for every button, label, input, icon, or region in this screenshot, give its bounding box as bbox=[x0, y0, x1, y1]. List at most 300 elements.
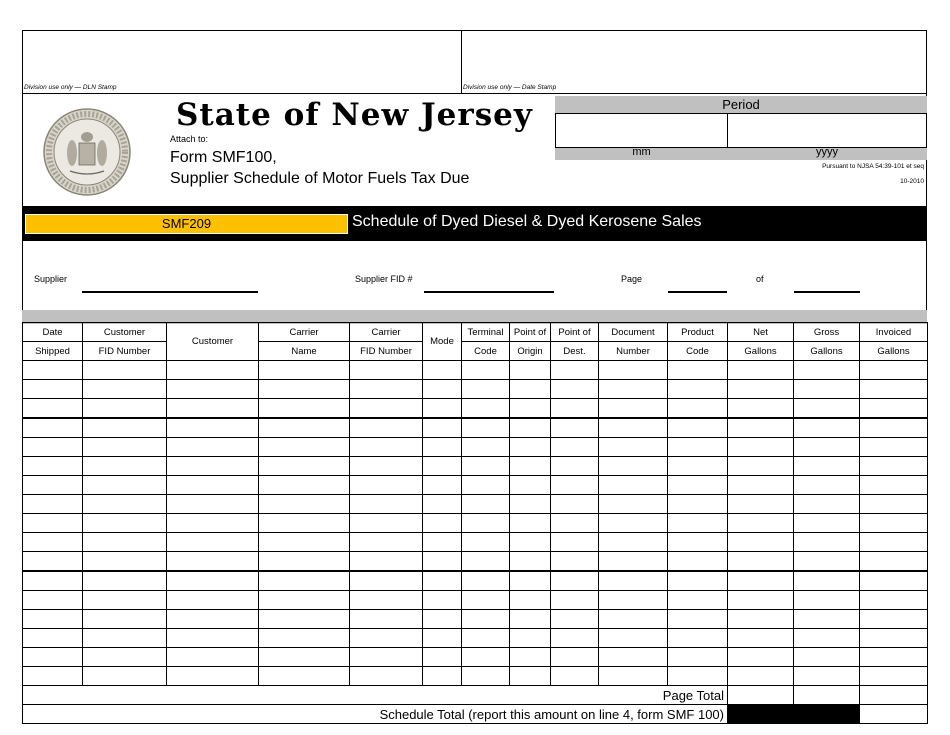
table-cell[interactable] bbox=[83, 552, 167, 572]
period-month-field[interactable] bbox=[555, 113, 728, 148]
table-cell[interactable] bbox=[167, 552, 259, 572]
table-cell[interactable] bbox=[83, 610, 167, 629]
table-cell[interactable] bbox=[551, 361, 599, 380]
table-cell[interactable] bbox=[668, 648, 728, 667]
table-cell[interactable] bbox=[668, 438, 728, 457]
col-header-carrier-name-2: Name bbox=[259, 342, 350, 361]
table-cell[interactable] bbox=[350, 476, 423, 495]
table-cell[interactable] bbox=[462, 457, 510, 476]
table-cell[interactable] bbox=[794, 552, 860, 572]
table-cell[interactable] bbox=[423, 457, 462, 476]
table-cell[interactable] bbox=[83, 418, 167, 438]
table-cell[interactable] bbox=[794, 533, 860, 552]
table-cell[interactable] bbox=[423, 438, 462, 457]
table-cell[interactable] bbox=[860, 380, 928, 399]
table-cell[interactable] bbox=[510, 533, 551, 552]
table-row bbox=[23, 418, 928, 438]
table-cell[interactable] bbox=[860, 476, 928, 495]
table-cell[interactable] bbox=[668, 476, 728, 495]
table-cell[interactable] bbox=[551, 591, 599, 610]
supplier-info-box bbox=[22, 241, 927, 310]
table-cell[interactable] bbox=[551, 667, 599, 686]
table-cell[interactable] bbox=[510, 418, 551, 438]
table-cell[interactable] bbox=[794, 399, 860, 419]
table-row bbox=[23, 571, 928, 591]
table-cell[interactable] bbox=[728, 610, 794, 629]
table-cell[interactable] bbox=[350, 380, 423, 399]
table-cell[interactable] bbox=[462, 571, 510, 591]
table-cell[interactable] bbox=[83, 380, 167, 399]
statute-text: Pursuant to NJSA 54:39-101 et seq bbox=[822, 163, 924, 170]
table-cell[interactable] bbox=[510, 399, 551, 419]
table-cell[interactable] bbox=[668, 380, 728, 399]
table-cell[interactable] bbox=[551, 495, 599, 514]
table-cell[interactable] bbox=[259, 495, 350, 514]
table-cell[interactable] bbox=[167, 648, 259, 667]
table-cell[interactable] bbox=[23, 552, 83, 572]
schedule-title: Schedule of Dyed Diesel & Dyed Kerosene Sales bbox=[352, 213, 702, 230]
table-row bbox=[23, 361, 928, 380]
table-cell[interactable] bbox=[23, 418, 83, 438]
col-header-customer-fid-2: FID Number bbox=[83, 342, 167, 361]
table-cell[interactable] bbox=[167, 514, 259, 533]
table-cell[interactable] bbox=[167, 457, 259, 476]
state-seal-icon bbox=[42, 107, 132, 197]
table-cell[interactable] bbox=[167, 571, 259, 591]
table-cell[interactable] bbox=[510, 361, 551, 380]
table-cell[interactable] bbox=[860, 399, 928, 419]
table-cell[interactable] bbox=[350, 361, 423, 380]
table-cell[interactable] bbox=[510, 476, 551, 495]
table-cell[interactable] bbox=[259, 457, 350, 476]
table-cell[interactable] bbox=[462, 667, 510, 686]
table-cell[interactable] bbox=[728, 629, 794, 648]
table-cell[interactable] bbox=[462, 514, 510, 533]
table-cell[interactable] bbox=[668, 533, 728, 552]
table-row bbox=[23, 648, 928, 667]
table-row bbox=[23, 457, 928, 476]
table-cell[interactable] bbox=[860, 552, 928, 572]
table-cell[interactable] bbox=[167, 476, 259, 495]
of-label: of bbox=[756, 274, 764, 284]
table-cell[interactable] bbox=[860, 648, 928, 667]
table-cell[interactable] bbox=[668, 361, 728, 380]
table-cell[interactable] bbox=[794, 514, 860, 533]
col-header-carrier-fid: Carrier bbox=[350, 323, 423, 342]
table-cell[interactable] bbox=[794, 457, 860, 476]
supplier-field[interactable] bbox=[82, 278, 258, 293]
table-cell[interactable] bbox=[599, 610, 668, 629]
table-row bbox=[23, 552, 928, 572]
table-cell[interactable] bbox=[167, 380, 259, 399]
table-cell[interactable] bbox=[23, 629, 83, 648]
table-cell[interactable] bbox=[599, 380, 668, 399]
table-cell[interactable] bbox=[259, 552, 350, 572]
page-total-gross[interactable] bbox=[794, 686, 860, 705]
table-cell[interactable] bbox=[462, 629, 510, 648]
period-yyyy-label: yyyy bbox=[816, 146, 838, 158]
table-cell[interactable] bbox=[860, 438, 928, 457]
table-cell[interactable] bbox=[83, 399, 167, 419]
table-cell[interactable] bbox=[259, 514, 350, 533]
table-cell[interactable] bbox=[83, 648, 167, 667]
col-header-product: Product bbox=[668, 323, 728, 342]
table-cell[interactable] bbox=[860, 667, 928, 686]
table-cell[interactable] bbox=[462, 591, 510, 610]
table-cell[interactable] bbox=[423, 380, 462, 399]
table-cell[interactable] bbox=[599, 495, 668, 514]
table-cell[interactable] bbox=[23, 476, 83, 495]
table-cell[interactable] bbox=[668, 667, 728, 686]
table-cell[interactable] bbox=[668, 591, 728, 610]
table-row bbox=[23, 495, 928, 514]
table-cell[interactable] bbox=[350, 610, 423, 629]
col-header-dest-2: Dest. bbox=[551, 342, 599, 361]
table-cell[interactable] bbox=[668, 610, 728, 629]
table-cell[interactable] bbox=[167, 495, 259, 514]
table-cell[interactable] bbox=[462, 476, 510, 495]
period-year-field[interactable] bbox=[727, 113, 927, 148]
table-cell[interactable] bbox=[423, 571, 462, 591]
table-cell[interactable] bbox=[462, 533, 510, 552]
table-cell[interactable] bbox=[794, 438, 860, 457]
table-row bbox=[23, 591, 928, 610]
table-cell[interactable] bbox=[728, 648, 794, 667]
table-cell[interactable] bbox=[668, 514, 728, 533]
table-cell[interactable] bbox=[167, 533, 259, 552]
table-cell[interactable] bbox=[599, 399, 668, 419]
table-cell[interactable] bbox=[794, 610, 860, 629]
table-cell[interactable] bbox=[423, 399, 462, 419]
table-cell[interactable] bbox=[462, 361, 510, 380]
table-cell[interactable] bbox=[599, 533, 668, 552]
table-cell[interactable] bbox=[551, 629, 599, 648]
table-cell[interactable] bbox=[551, 648, 599, 667]
table-cell[interactable] bbox=[462, 399, 510, 419]
table-cell[interactable] bbox=[259, 591, 350, 610]
table-cell[interactable] bbox=[23, 457, 83, 476]
table-cell[interactable] bbox=[167, 438, 259, 457]
table-cell[interactable] bbox=[462, 552, 510, 572]
table-cell[interactable] bbox=[668, 399, 728, 419]
table-row bbox=[23, 476, 928, 495]
table-cell[interactable] bbox=[83, 514, 167, 533]
table-cell[interactable] bbox=[350, 667, 423, 686]
table-cell[interactable] bbox=[23, 533, 83, 552]
table-row bbox=[23, 514, 928, 533]
page-count-field[interactable] bbox=[794, 278, 860, 293]
table-cell[interactable] bbox=[728, 476, 794, 495]
table-cell[interactable] bbox=[259, 629, 350, 648]
col-header-net: Net bbox=[728, 323, 794, 342]
table-cell[interactable] bbox=[728, 380, 794, 399]
table-cell[interactable] bbox=[510, 457, 551, 476]
col-header-invoiced-2: Gallons bbox=[860, 342, 928, 361]
table-cell[interactable] bbox=[510, 591, 551, 610]
table-cell[interactable] bbox=[728, 399, 794, 419]
table-cell[interactable] bbox=[599, 629, 668, 648]
table-cell[interactable] bbox=[510, 648, 551, 667]
table-cell[interactable] bbox=[728, 418, 794, 438]
table-cell[interactable] bbox=[599, 667, 668, 686]
table-cell[interactable] bbox=[668, 571, 728, 591]
table-cell[interactable] bbox=[510, 571, 551, 591]
col-header-invoiced: Invoiced bbox=[860, 323, 928, 342]
col-header-customer: Customer bbox=[167, 323, 259, 361]
table-cell[interactable] bbox=[462, 438, 510, 457]
state-title: State of New Jersey bbox=[176, 97, 533, 133]
table-cell[interactable] bbox=[259, 438, 350, 457]
table-cell[interactable] bbox=[728, 514, 794, 533]
table-cell[interactable] bbox=[83, 571, 167, 591]
table-cell[interactable] bbox=[510, 514, 551, 533]
table-cell[interactable] bbox=[462, 495, 510, 514]
table-cell[interactable] bbox=[860, 457, 928, 476]
table-cell[interactable] bbox=[860, 533, 928, 552]
col-header-origin-2: Origin bbox=[510, 342, 551, 361]
table-cell[interactable] bbox=[599, 438, 668, 457]
table-row bbox=[23, 533, 928, 552]
table-cell[interactable] bbox=[83, 495, 167, 514]
page-total-invoiced[interactable] bbox=[860, 686, 928, 705]
table-cell[interactable] bbox=[423, 476, 462, 495]
col-header-customer-fid: Customer bbox=[83, 323, 167, 342]
schedule-total-invoiced[interactable] bbox=[860, 705, 928, 724]
table-cell[interactable] bbox=[551, 476, 599, 495]
table-cell[interactable] bbox=[794, 495, 860, 514]
table-cell[interactable] bbox=[599, 361, 668, 380]
sales-table bbox=[22, 322, 928, 724]
table-cell[interactable] bbox=[350, 591, 423, 610]
table-cell[interactable] bbox=[23, 591, 83, 610]
table-cell[interactable] bbox=[350, 495, 423, 514]
table-cell[interactable] bbox=[551, 533, 599, 552]
table-cell[interactable] bbox=[860, 610, 928, 629]
table-cell[interactable] bbox=[860, 495, 928, 514]
col-header-origin: Point of bbox=[510, 323, 551, 342]
table-cell[interactable] bbox=[599, 418, 668, 438]
table-cell[interactable] bbox=[599, 571, 668, 591]
table-cell[interactable] bbox=[728, 571, 794, 591]
col-header-carrier-fid-2: FID Number bbox=[350, 342, 423, 361]
table-cell[interactable] bbox=[23, 399, 83, 419]
table-cell[interactable] bbox=[23, 438, 83, 457]
table-cell[interactable] bbox=[551, 610, 599, 629]
table-cell[interactable] bbox=[423, 629, 462, 648]
supplier-fid-label: Supplier FID # bbox=[355, 274, 413, 284]
table-cell[interactable] bbox=[510, 667, 551, 686]
table-cell[interactable] bbox=[83, 361, 167, 380]
table-cell[interactable] bbox=[860, 514, 928, 533]
table-cell[interactable] bbox=[259, 610, 350, 629]
table-cell[interactable] bbox=[728, 667, 794, 686]
table-cell[interactable] bbox=[423, 552, 462, 572]
table-cell[interactable] bbox=[551, 514, 599, 533]
table-cell[interactable] bbox=[728, 552, 794, 572]
col-header-gross: Gross bbox=[794, 323, 860, 342]
table-row bbox=[23, 399, 928, 419]
table-row bbox=[23, 667, 928, 686]
table-cell[interactable] bbox=[350, 648, 423, 667]
table-cell[interactable] bbox=[259, 399, 350, 419]
table-cell[interactable] bbox=[668, 495, 728, 514]
period-mm-label: mm bbox=[632, 146, 651, 158]
table-cell[interactable] bbox=[423, 418, 462, 438]
page-number-field[interactable] bbox=[668, 278, 727, 293]
table-cell[interactable] bbox=[728, 438, 794, 457]
table-cell[interactable] bbox=[167, 629, 259, 648]
table-cell[interactable] bbox=[83, 457, 167, 476]
table-cell[interactable] bbox=[259, 533, 350, 552]
table-cell[interactable] bbox=[728, 495, 794, 514]
table-cell[interactable] bbox=[259, 667, 350, 686]
table-cell[interactable] bbox=[83, 667, 167, 686]
table-cell[interactable] bbox=[510, 438, 551, 457]
table-cell[interactable] bbox=[794, 571, 860, 591]
schedule-total-blackout bbox=[728, 705, 860, 724]
table-cell[interactable] bbox=[259, 648, 350, 667]
table-cell[interactable] bbox=[23, 361, 83, 380]
table-cell[interactable] bbox=[728, 361, 794, 380]
table-cell[interactable] bbox=[599, 457, 668, 476]
table-cell[interactable] bbox=[423, 495, 462, 514]
table-cell[interactable] bbox=[599, 514, 668, 533]
table-cell[interactable] bbox=[551, 552, 599, 572]
table-cell[interactable] bbox=[23, 648, 83, 667]
table-cell[interactable] bbox=[794, 667, 860, 686]
table-cell[interactable] bbox=[167, 591, 259, 610]
table-cell[interactable] bbox=[794, 648, 860, 667]
table-cell[interactable] bbox=[423, 610, 462, 629]
table-cell[interactable] bbox=[794, 629, 860, 648]
table-cell[interactable] bbox=[423, 591, 462, 610]
table-cell[interactable] bbox=[83, 476, 167, 495]
table-cell[interactable] bbox=[350, 438, 423, 457]
table-cell[interactable] bbox=[83, 438, 167, 457]
table-cell[interactable] bbox=[23, 610, 83, 629]
table-cell[interactable] bbox=[462, 610, 510, 629]
table-cell[interactable] bbox=[860, 418, 928, 438]
table-cell[interactable] bbox=[350, 514, 423, 533]
table-cell[interactable] bbox=[510, 552, 551, 572]
table-cell[interactable] bbox=[551, 399, 599, 419]
table-cell[interactable] bbox=[551, 418, 599, 438]
table-cell[interactable] bbox=[23, 571, 83, 591]
table-cell[interactable] bbox=[167, 418, 259, 438]
page-label: Page bbox=[621, 274, 643, 284]
table-cell[interactable] bbox=[794, 380, 860, 399]
table-cell[interactable] bbox=[551, 571, 599, 591]
table-cell[interactable] bbox=[423, 361, 462, 380]
table-row bbox=[23, 380, 928, 399]
table-row bbox=[23, 629, 928, 648]
table-cell[interactable] bbox=[259, 361, 350, 380]
table-cell[interactable] bbox=[599, 476, 668, 495]
table-cell[interactable] bbox=[423, 667, 462, 686]
table-cell[interactable] bbox=[668, 457, 728, 476]
table-cell[interactable] bbox=[350, 571, 423, 591]
table-cell[interactable] bbox=[668, 418, 728, 438]
table-cell[interactable] bbox=[728, 533, 794, 552]
table-cell[interactable] bbox=[462, 380, 510, 399]
period-title: Period bbox=[722, 97, 760, 112]
table-cell[interactable] bbox=[551, 457, 599, 476]
table-cell[interactable] bbox=[794, 476, 860, 495]
form-line-1: Form SMF100, bbox=[170, 149, 277, 166]
page-total-net[interactable] bbox=[728, 686, 794, 705]
table-cell[interactable] bbox=[599, 552, 668, 572]
table-cell[interactable] bbox=[83, 591, 167, 610]
date-stamp-label: Division use only — Date Stamp bbox=[463, 84, 557, 91]
table-cell[interactable] bbox=[23, 380, 83, 399]
table-cell[interactable] bbox=[23, 667, 83, 686]
table-cell[interactable] bbox=[860, 361, 928, 380]
table-cell[interactable] bbox=[350, 629, 423, 648]
table-cell[interactable] bbox=[668, 629, 728, 648]
table-cell[interactable] bbox=[794, 361, 860, 380]
revision-text: 10-2010 bbox=[900, 178, 924, 185]
table-cell[interactable] bbox=[167, 610, 259, 629]
table-cell[interactable] bbox=[23, 514, 83, 533]
table-cell[interactable] bbox=[167, 361, 259, 380]
form-line-2: Supplier Schedule of Motor Fuels Tax Due bbox=[170, 170, 470, 187]
col-header-gross-2: Gallons bbox=[794, 342, 860, 361]
table-cell[interactable] bbox=[510, 610, 551, 629]
supplier-fid-field[interactable] bbox=[424, 278, 554, 293]
table-cell[interactable] bbox=[510, 495, 551, 514]
table-cell[interactable] bbox=[860, 571, 928, 591]
table-cell[interactable] bbox=[350, 399, 423, 419]
table-cell[interactable] bbox=[510, 380, 551, 399]
table-cell[interactable] bbox=[259, 476, 350, 495]
page-total-label: Page Total bbox=[23, 686, 728, 705]
table-cell[interactable] bbox=[462, 418, 510, 438]
table-cell[interactable] bbox=[350, 552, 423, 572]
table-cell[interactable] bbox=[23, 495, 83, 514]
table-cell[interactable] bbox=[259, 380, 350, 399]
table-cell[interactable] bbox=[167, 667, 259, 686]
table-cell[interactable] bbox=[350, 418, 423, 438]
table-cell[interactable] bbox=[83, 629, 167, 648]
col-header-terminal: Terminal bbox=[462, 323, 510, 342]
table-cell[interactable] bbox=[423, 648, 462, 667]
table-cell[interactable] bbox=[794, 591, 860, 610]
table-cell[interactable] bbox=[668, 552, 728, 572]
table-cell[interactable] bbox=[259, 571, 350, 591]
table-cell[interactable] bbox=[551, 438, 599, 457]
attach-to-label: Attach to: bbox=[170, 134, 209, 144]
table-cell[interactable] bbox=[551, 380, 599, 399]
table-cell[interactable] bbox=[599, 648, 668, 667]
table-cell[interactable] bbox=[423, 533, 462, 552]
table-cell[interactable] bbox=[167, 399, 259, 419]
table-row bbox=[23, 610, 928, 629]
table-cell[interactable] bbox=[860, 591, 928, 610]
table-cell[interactable] bbox=[728, 591, 794, 610]
col-header-terminal-2: Code bbox=[462, 342, 510, 361]
table-cell[interactable] bbox=[259, 418, 350, 438]
table-cell[interactable] bbox=[510, 629, 551, 648]
table-cell[interactable] bbox=[794, 418, 860, 438]
table-cell[interactable] bbox=[350, 457, 423, 476]
table-cell[interactable] bbox=[423, 514, 462, 533]
table-cell[interactable] bbox=[860, 629, 928, 648]
table-cell[interactable] bbox=[350, 533, 423, 552]
table-cell[interactable] bbox=[728, 457, 794, 476]
table-cell[interactable] bbox=[83, 533, 167, 552]
table-cell[interactable] bbox=[462, 648, 510, 667]
table-cell[interactable] bbox=[599, 591, 668, 610]
